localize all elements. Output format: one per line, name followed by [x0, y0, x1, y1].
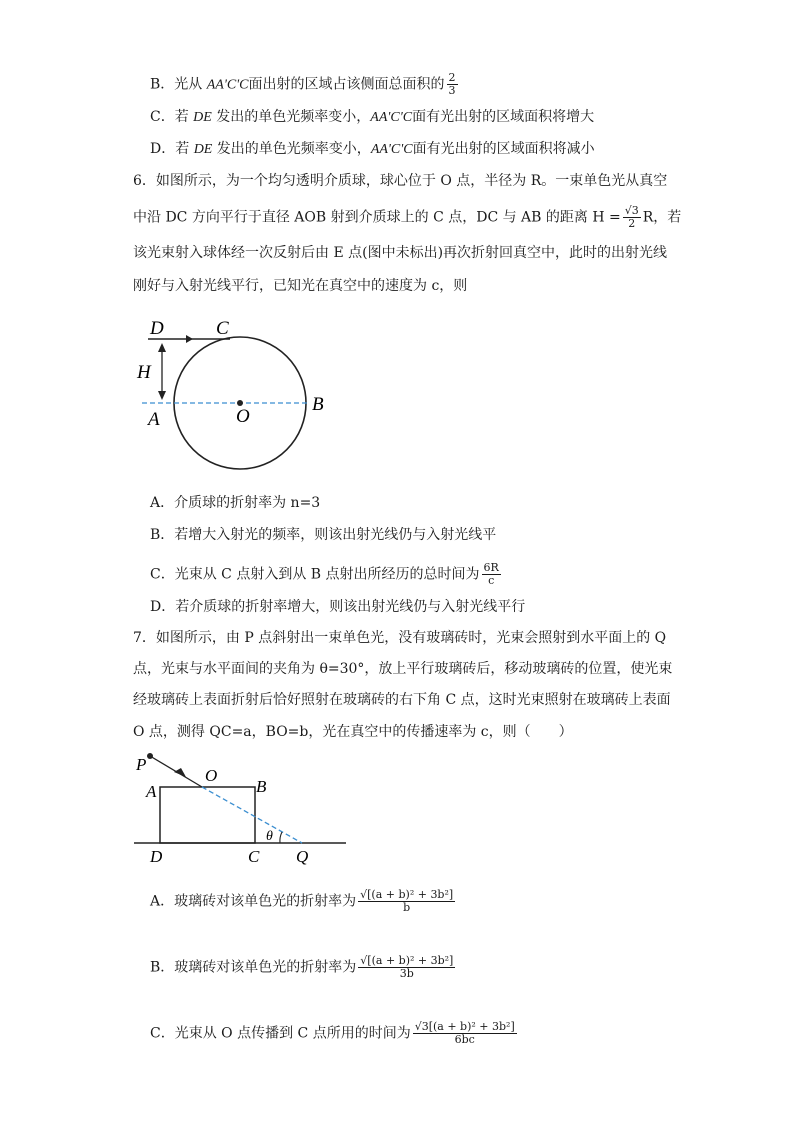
label-q: Q [296, 847, 309, 866]
label-a: A [146, 782, 157, 801]
height-arrow-up-head [158, 343, 166, 352]
label-c: C [248, 847, 260, 866]
q6-option-a: A．介质球的折射率为 n=3 [150, 495, 321, 511]
theta-arc [280, 832, 282, 843]
q6-stem-line4: 刚好与入射光线平行，已知光在真空中的速度为 c，则 [133, 278, 468, 294]
fraction-6r-over-c: $\frac{6R}{c}$ [483, 561, 499, 587]
dashed-extension [202, 787, 302, 843]
fraction-option-c: $\frac{\text{√3[(a + b)² + 3b²]}}{6bc}$ [414, 1020, 515, 1046]
label-p: P [136, 755, 147, 774]
height-arrow-down-head [158, 391, 166, 400]
label-b: B [312, 394, 324, 415]
fraction-option-b: $\frac{\text{√[(a + b)² + 3b²]}}{3b}$ [360, 954, 454, 980]
q7-stem-line3: 经玻璃砖上表面折射后恰好照射在玻璃砖的右下角 C 点，这时光束照射在玻璃砖上表面 [133, 692, 671, 708]
label-o: O [236, 406, 250, 427]
q5-option-b: B．光从 AA'C'C面出射的区域占该侧面总面积的 $\frac{2}{3}$ [150, 71, 456, 97]
label-a: A [148, 409, 160, 430]
q6-sphere-figure [130, 312, 340, 482]
ray-arrowhead [186, 335, 193, 343]
label-d: D [150, 318, 164, 339]
q7-stem-line4: O 点，测得 QC=a，BO=b，光在真空中的传播速率为 c，则（ ） [133, 724, 573, 740]
source-point-p [147, 753, 153, 759]
q7-option-b: B．玻璃砖对该单色光的折射率为 $\frac{\text{√[(a + b)² + 3b²]}}{3b}$ [150, 954, 454, 980]
q6-stem-line3: 该光束射入球体经一次反射后由 E 点(图中未标出)再次折射回真空中，此时的出射光线 [133, 245, 668, 261]
fraction-option-a: $\frac{\text{√[(a + b)² + 3b²]}}{b}$ [360, 888, 454, 914]
q6-option-b: B．若增大入射光的频率，则该出射光线仍与入射光线平 [150, 527, 497, 543]
q5-option-d: D．若 DE 发出的单色光频率变小，AA'C'C面有光出射的区域面积将减小 [150, 141, 595, 157]
fraction-sqrt3-over-2: $\frac{√3}{2}$ [624, 204, 639, 230]
label-c: C [216, 318, 229, 339]
label-o: O [205, 766, 218, 785]
fraction-two-thirds: $\frac{2}{3}$ [448, 71, 456, 97]
glass-brick [160, 787, 255, 843]
q6-option-c: C．光束从 C 点射入到从 B 点射出所经历的总时间为 $\frac{6R}{c}$ [150, 561, 499, 587]
q7-option-a: A．玻璃砖对该单色光的折射率为 $\frac{\text{√[(a + b)² + 3b²]}}{b}$ [150, 888, 454, 914]
q7-stem-line2: 点，光束与水平面间的夹角为 θ=30°，放上平行玻璃砖后，移动玻璃砖的位置，使光束 [133, 661, 673, 677]
q6-stem-line1: 6．如图所示，为一个均匀透明介质球，球心位于 O 点，半径为 R。一束单色光从真空 [133, 173, 668, 189]
q6-option-d: D．若介质球的折射率增大，则该出射光线仍与入射光线平行 [150, 599, 526, 615]
label-theta: θ [266, 829, 273, 844]
label-d: D [150, 847, 163, 866]
q7-option-c: C．光束从 O 点传播到 C 点所用的时间为 $\frac{\text{√3[(a + b)² + 3b²]}}{6bc}$ [150, 1020, 515, 1046]
q5-option-c: C．若 DE 发出的单色光频率变小，AA'C'C面有光出射的区域面积将增大 [150, 109, 595, 125]
label-b: B [256, 777, 267, 796]
q6-stem-line2: 中沿 DC 方向平行于直径 AOB 射到介质球上的 C 点，DC 与 AB 的距离 H = $\frac{√3}{2}$ R，若 [133, 204, 682, 230]
q7-stem-line1: 7．如图所示，由 P 点斜射出一束单色光，没有玻璃砖时，光束会照射到水平面上的 Q [133, 630, 667, 646]
q7-glass-brick-figure [130, 748, 350, 868]
ray-arrowhead-fill [174, 768, 186, 777]
label-h: H [137, 362, 151, 383]
